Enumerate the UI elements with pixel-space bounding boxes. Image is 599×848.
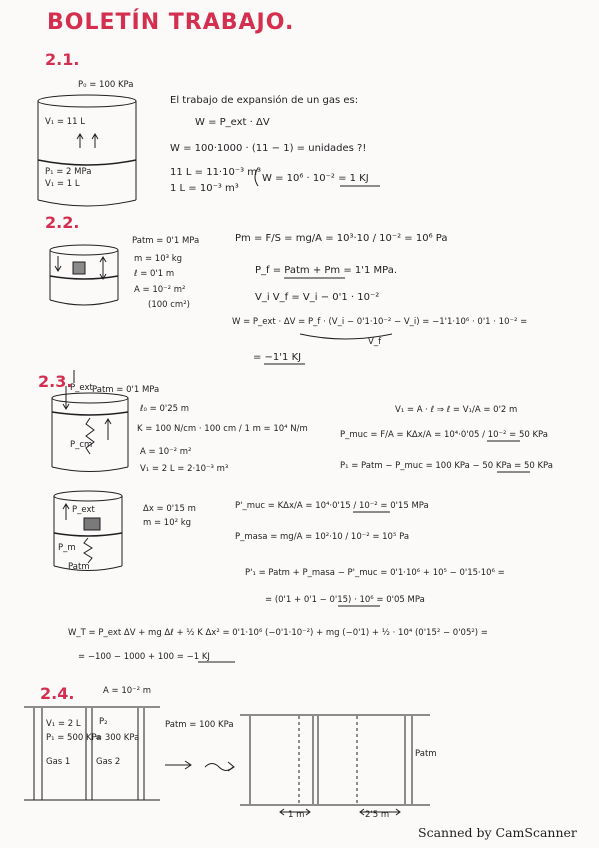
s22-eq-4: W = P_ext · ΔV = P_f · (V_i − 0'1·10⁻² − V_i) = −1'1·10⁶ · 0'1 · 10⁻² = (232, 317, 528, 327)
s23-pext-label: P_ext (70, 383, 93, 393)
s24-gas1-label: Gas 1 (46, 757, 71, 767)
s23-top-label: Patm = 0'1 MPa (92, 385, 160, 395)
s22-eq-3: V_i V_f = V_i − 0'1 · 10⁻² (255, 292, 380, 303)
s23-w-2: = −100 − 1000 + 100 = −1 KJ (78, 652, 210, 662)
s22-eq-5: = −1'1 KJ (253, 352, 302, 363)
s22-eq-1: Pm = F/S = mg/A = 10³·10 / 10⁻² = 10⁶ Pa (235, 233, 448, 244)
s23-f-1: P'_muc = KΔx/A = 10⁴·0'15 / 10⁻² = 0'15 MPa (235, 501, 429, 511)
s21-pressure-1: P₁ = 2 MPa (45, 167, 92, 177)
s22-data-3: ℓ = 0'1 m (134, 269, 175, 279)
s23-f-3: P'₁ = Patm + P_masa − P'_muc = 0'1·10⁶ + 10⁵ − 0'15·10⁶ = (245, 568, 505, 578)
section-number-2-2: 2.2. (45, 213, 80, 232)
s22-data-4: A = 10⁻² m² (134, 285, 186, 295)
s21-line-1: El trabajo de expansión de un gas es: (170, 95, 359, 106)
s21-cylinder-diagram (38, 95, 136, 206)
s21-volume-top: V₁ = 11 L (45, 117, 86, 127)
s24-diagram-initial (24, 707, 160, 800)
s22-eq-2: P_f = Patm + Pm = 1'1 MPa. (255, 265, 398, 276)
s24-area: A = 10⁻² m (103, 686, 152, 696)
s23-b-data-2: m = 10² kg (143, 518, 192, 528)
s23-cylinder-diagram-1 (52, 386, 128, 472)
s24-gas2-pressure-label: P₂ (99, 717, 108, 727)
s23-data-2: K = 100 N/cm · 100 cm / 1 m = 10⁴ N/m (137, 424, 308, 434)
s22-eq-4-under: V_f (368, 337, 382, 347)
s24-dim-2: 2'5 m (365, 810, 390, 820)
s24-arrows (165, 761, 234, 771)
s21-line-2: W = P_ext · ΔV (195, 117, 270, 128)
s23-lbl-patm: Patm (68, 562, 90, 572)
s24-gas1-pressure: P₁ = 500 KPa (46, 733, 102, 743)
s21-line-3: W = 100·1000 · (11 − 1) = unidades ?! (170, 143, 367, 154)
s22-data-1: Patm = 0'1 MPa (132, 236, 200, 246)
s23-result-3: P₁ = Patm − P_muc = 100 KPa − 50 KPa = 50 KPa (340, 461, 553, 471)
s23-result-1: V₁ = A · ℓ ⇒ ℓ = V₁/A = 0'2 m (395, 405, 518, 415)
section-number-2-1: 2.1. (45, 50, 80, 69)
s23-f-2: P_masa = mg/A = 10²·10 / 10⁻² = 10⁵ Pa (235, 532, 410, 542)
s21-line-6: W = 10⁶ · 10⁻² = 1 KJ (262, 173, 369, 184)
s23-data-4: V₁ = 2 L = 2·10⁻³ m³ (140, 464, 229, 474)
s21-top-pressure: P₀ = 100 KPa (78, 80, 134, 90)
s24-diagram-final (240, 715, 430, 815)
s23-w-1: W_T = P_ext ΔV + mg Δℓ + ½ K Δx² = 0'1·10⁶ (−0'1·10⁻²) + mg (−0'1) + ½ · 10⁴ (0'15² − 0'05²) = (68, 628, 488, 638)
s23-data-3: A = 10⁻² m² (140, 447, 192, 457)
page-title: BOLETÍN TRABAJO. (47, 10, 295, 35)
s21-line-5: 1 L = 10⁻³ m³ (170, 183, 239, 194)
s22-data-2: m = 10³ kg (134, 254, 183, 264)
section-number-2-4: 2.4. (40, 684, 75, 703)
s21-line-4: 11 L = 11·10⁻³ m³ (170, 167, 262, 178)
s24-patm-right: Patm (415, 749, 437, 759)
s23-b-data-1: Δx = 0'15 m (143, 504, 196, 514)
s23-lbl-pm: P_m (58, 543, 76, 553)
s24-gas2-label: Gas 2 (96, 757, 121, 767)
s23-pcm-label: P_cm (70, 440, 93, 450)
s24-patm: Patm = 100 KPa (165, 720, 234, 730)
s23-lbl-pext: P_ext (72, 505, 95, 515)
scanner-footer: Scanned by CamScanner (418, 825, 577, 840)
s24-gas2-pressure: = 300 KPa (95, 733, 140, 743)
section-number-2-3: 2.3. (38, 372, 73, 391)
s24-dim-1: 1 m (288, 810, 305, 820)
s22-cylinder-diagram (50, 245, 118, 305)
s23-f-4: = (0'1 + 0'1 − 0'15) · 10⁶ = 0'05 MPa (265, 595, 425, 605)
s23-result-2: P_muc = F/A = KΔx/A = 10⁴·0'05 / 10⁻² = 50 KPa (340, 430, 548, 440)
s23-data-1: ℓ₀ = 0'25 m (140, 404, 189, 414)
s23-cylinder-diagram-2 (54, 491, 122, 571)
s21-volume-1: V₁ = 1 L (45, 179, 80, 189)
s22-data-5: (100 cm²) (148, 300, 190, 310)
s24-gas1-volume: V₁ = 2 L (46, 719, 81, 729)
